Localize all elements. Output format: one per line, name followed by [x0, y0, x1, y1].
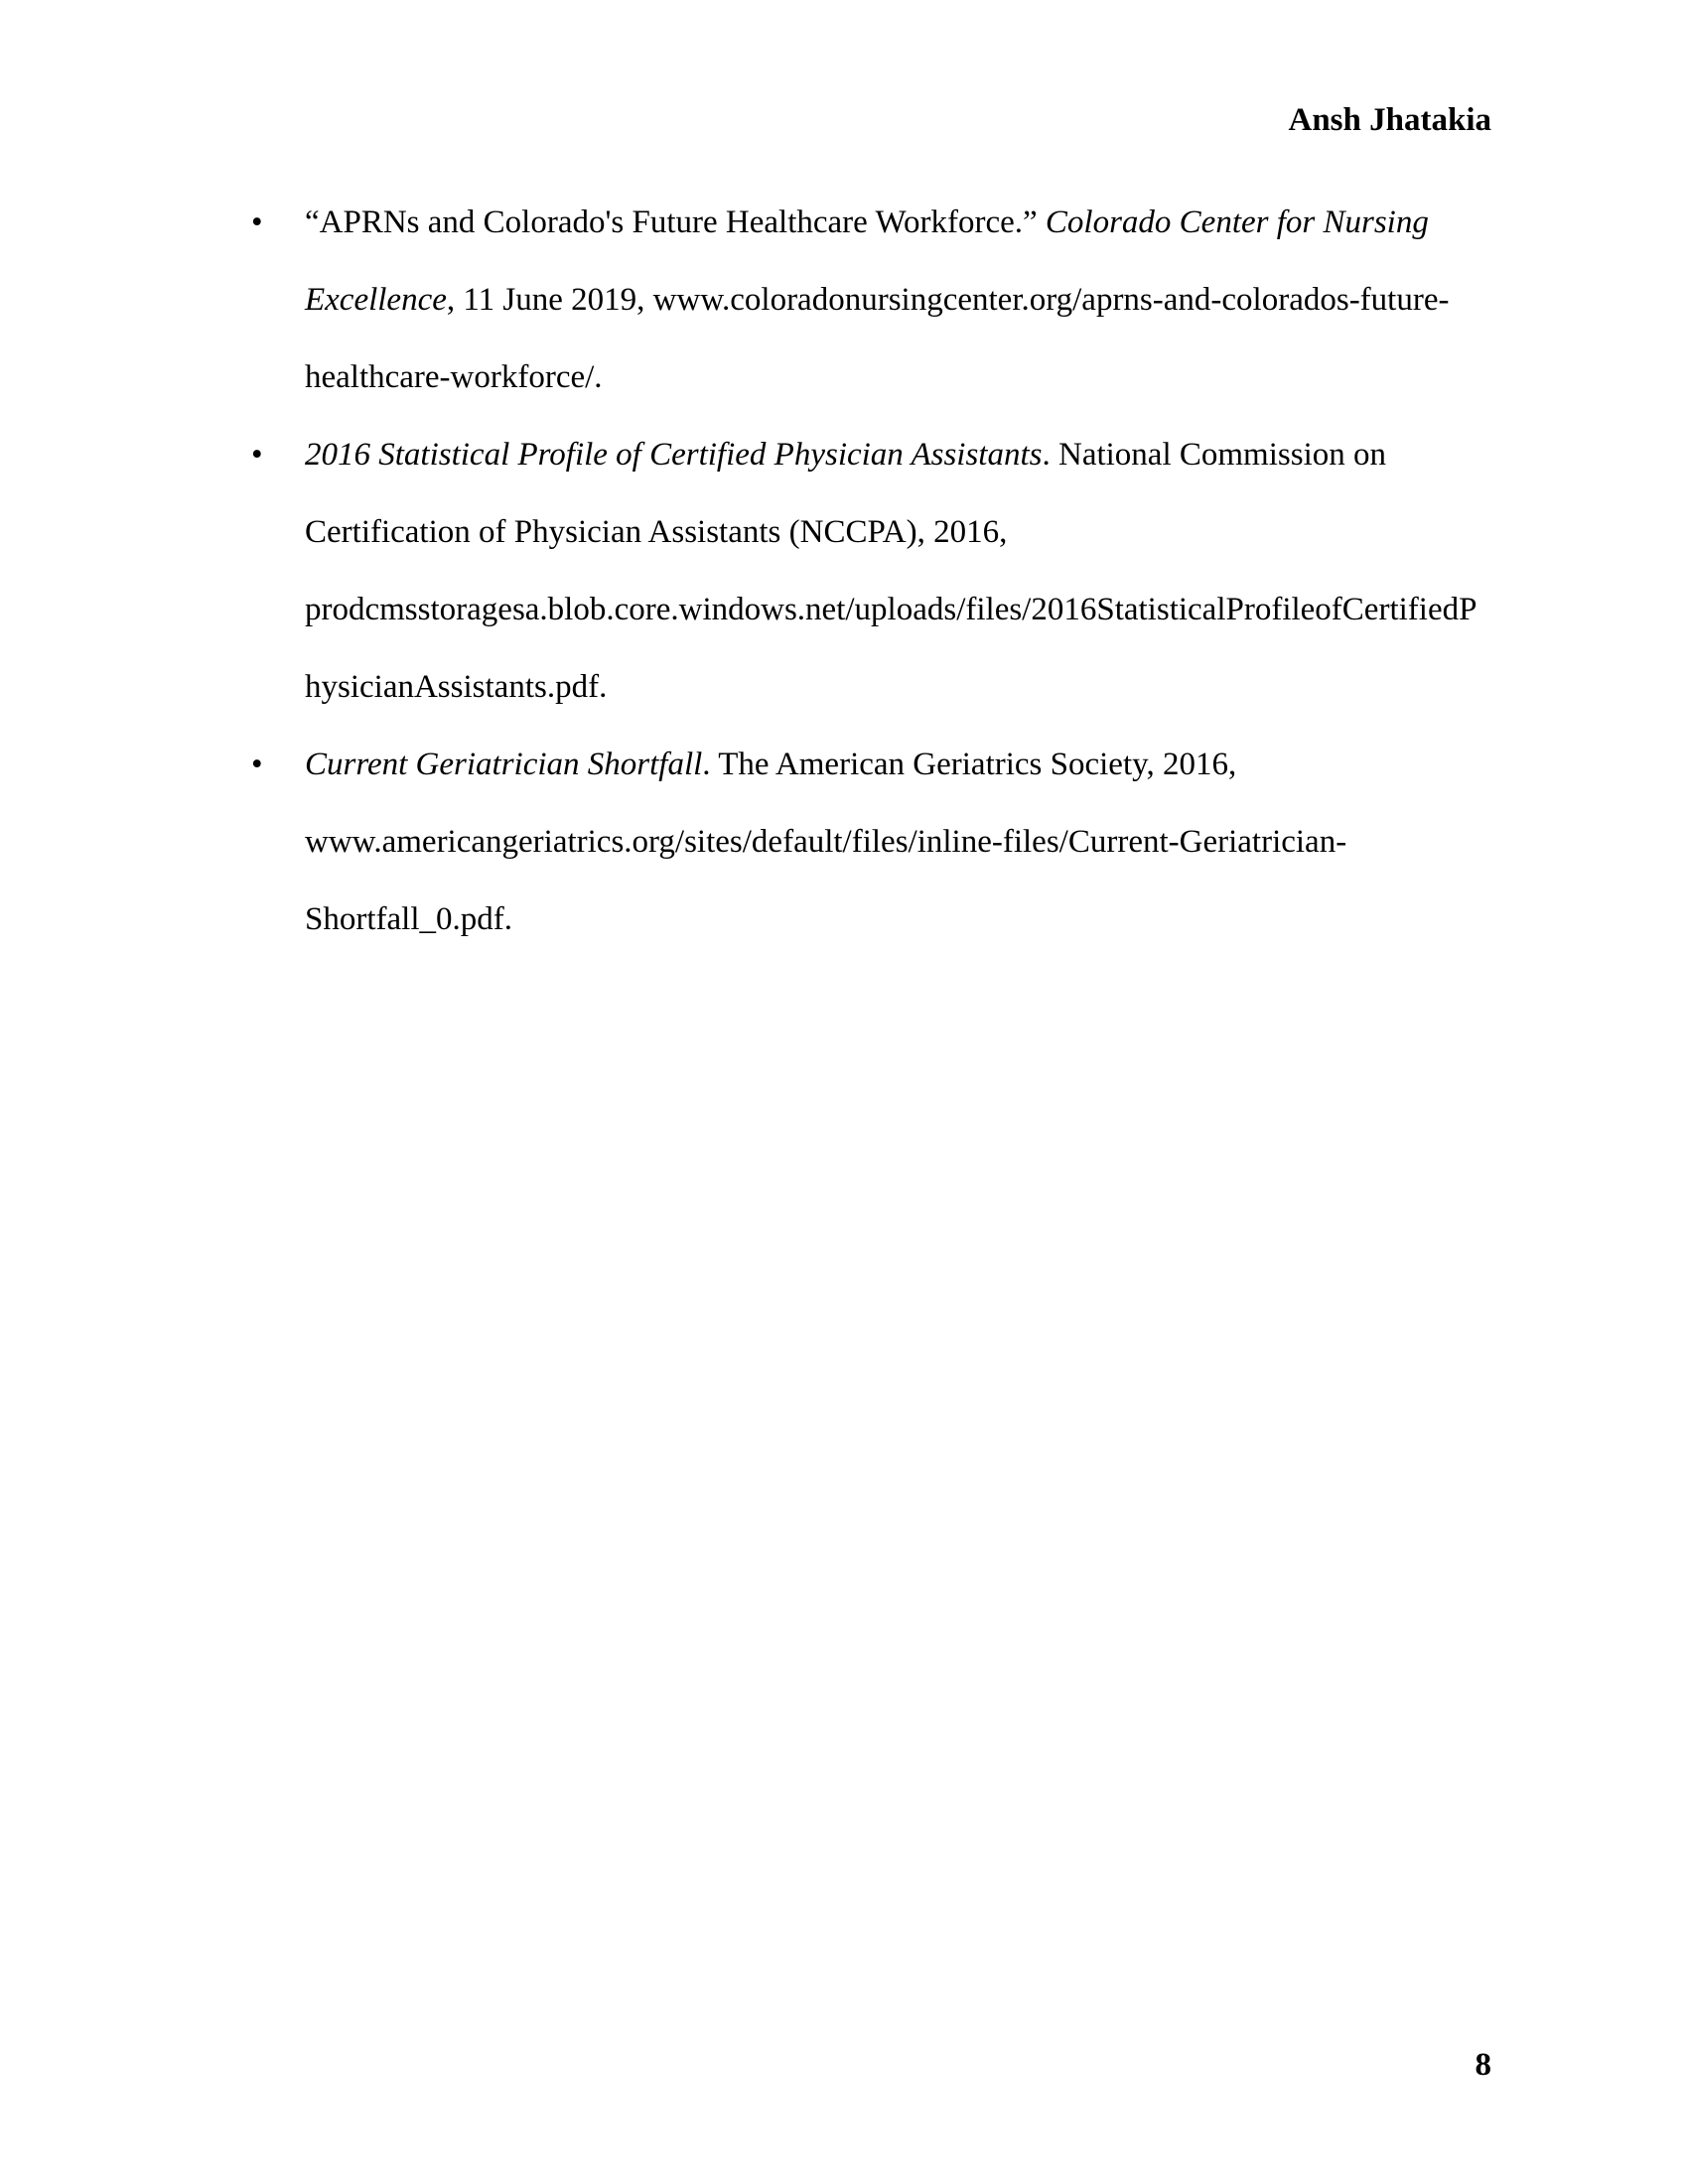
citation-text-segment: healthcare-workforce/.: [305, 359, 603, 395]
citation-text-segment: hysicianAssistants.pdf.: [305, 669, 608, 705]
citation-text-segment: www.americangeriatrics.org/sites/default/files/inline-files/Current-Geriatrician-: [305, 824, 1347, 860]
citation-line: [305, 493, 1539, 571]
citation-item: [211, 416, 1539, 726]
citation-text-segment: , 11 June 2019, www.coloradonursingcenter.org/aprns-and-colorados-future-: [446, 282, 1450, 318]
page-header-author: Ansh Jhatakia: [1288, 102, 1491, 138]
citation-text-segment: Colorado Center for Nursing: [1045, 205, 1429, 240]
page-number: 8: [1475, 2047, 1491, 2083]
citation-line: [305, 416, 1539, 493]
citation-line: [305, 726, 1539, 803]
citation-text-segment: . The American Geriatrics Society, 2016,: [702, 747, 1237, 782]
works-cited-list: [211, 184, 1539, 958]
citation-text-segment: Current Geriatrician Shortfall: [305, 747, 703, 782]
citation-item: [211, 726, 1539, 958]
citation-line: [305, 261, 1539, 339]
citation-line: [305, 184, 1539, 261]
bullet-icon: •: [251, 437, 263, 473]
citation-text-segment: prodcmsstoragesa.blob.core.windows.net/uploads/files/2016StatisticalProfileofCertifiedP: [305, 592, 1477, 627]
bullet-icon: •: [251, 747, 263, 782]
citation-line: [305, 803, 1539, 881]
citation-text-segment: Excellence: [305, 282, 447, 318]
citation-text-segment: 2016 Statistical Profile of Certified Physician Assistants: [305, 437, 1043, 473]
citation-text-segment: . National Commission on: [1042, 437, 1386, 473]
citation-text-segment: Certification of Physician Assistants (NCCPA), 2016,: [305, 514, 1008, 550]
citation-text-segment: Shortfall_0.pdf.: [305, 901, 512, 937]
citation-line: [305, 648, 1539, 726]
citation-line: [305, 571, 1539, 648]
citation-line: [305, 339, 1539, 416]
citation-text-segment: “APRNs and Colorado's Future Healthcare Workforce.”: [305, 205, 1046, 240]
bullet-icon: •: [251, 205, 263, 240]
citation-line: [305, 881, 1539, 958]
citation-item: [211, 184, 1539, 416]
